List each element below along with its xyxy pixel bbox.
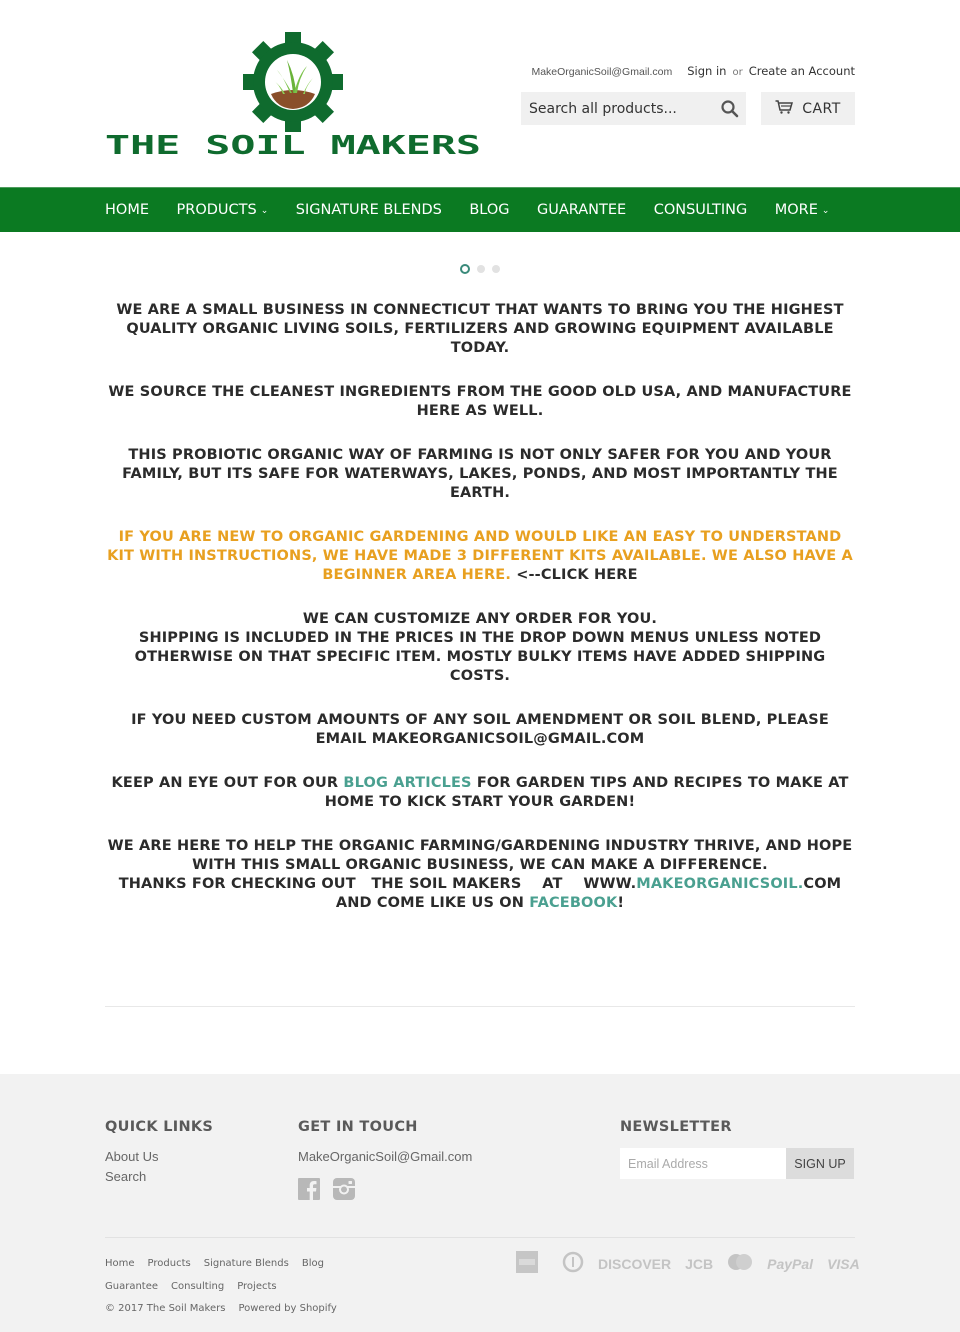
cart-label: CART [802,100,841,117]
nav-item-products[interactable]: PRODUCTS ⌄ [176,202,269,218]
jcb-icon: JCB [685,1256,714,1272]
chevron-down-icon: ⌄ [260,205,269,216]
footer-divider [105,1237,855,1238]
cart-icon [775,100,793,118]
shipping-paragraph: SHIPPING IS INCLUDED IN THE PRICES IN THE DROP DOWN MENUS UNLESS NOTED OTHERWISE ON THAT SPECIFIC ITEM. MOSTLY BULKY ITEMS HAVE ADDED SHIPPING COSTS. [134,630,826,684]
blog-articles-link[interactable]: BLOG ARTICLES [343,775,472,791]
content-divider [105,1006,855,1007]
click-here-text: <--CLICK HERE [516,567,638,583]
sign-in-link[interactable]: Sign in [687,64,727,78]
slide-dot-2[interactable] [477,265,485,273]
slideshow-pagination [0,264,960,274]
facebook-icon[interactable] [298,1178,320,1200]
footer-nav-consulting[interactable]: Consulting [171,1280,225,1292]
intro-paragraph-3: THIS PROBIOTIC ORGANIC WAY OF FARMING IS NOT ONLY SAFER FOR YOU AND YOUR FAMILY, BUT ITS SAFE FOR WATERWAYS, LAKES, PONDS, AND MOST IMPORTANTLY THE EARTH. [122,447,838,501]
footer-bottom-links [105,1253,365,1321]
footer-nav-blog[interactable]: Blog [301,1258,324,1269]
slide-dot-3[interactable] [492,265,500,273]
website-link[interactable]: MAKEORGANICSOIL. [636,876,804,892]
beginner-area-link[interactable]: IF YOU ARE NEW TO ORGANIC GARDENING AND WOULD LIKE AN EASY TO UNDERSTAND KIT WITH INSTRUCTIONS, WE HAVE MADE 3 DIFFERENT KITS AVAILABLE. WE ALSO HAVE A BEGINNER AREA HERE. [107,529,853,583]
discover-icon: DISCOVER [598,1256,672,1272]
create-account-link[interactable]: Create an Account [748,64,855,78]
nav-item-blog[interactable]: BLOG [469,202,510,218]
cart-button[interactable] [761,92,855,125]
customize-text: WE CAN CUSTOMIZE ANY ORDER FOR YOU. [302,611,658,627]
nav-item-guarantee[interactable]: GUARANTEE [537,202,627,218]
payment-icons [516,1251,860,1277]
search-form [521,92,746,125]
diners-club-icon [562,1251,584,1277]
beginner-kits-paragraph [105,528,855,585]
slide-dot-1[interactable] [460,264,470,274]
site-logo[interactable] [105,32,481,157]
intro-paragraph-1: WE ARE A SMALL BUSINESS IN CONNECTICUT THAT WANTS TO BRING YOU THE HIGHEST QUALITY ORGANIC LIVING SOILS, FERTILIZERS AND GROWING EQUIPMENT AVAILABLE TODAY. [116,302,844,356]
mastercard-icon [727,1253,753,1275]
search-icon[interactable] [720,99,740,119]
thanks-paragraph: THANKS FOR CHECKING OUT THE SOIL MAKERS AT WWW.MAKEORGANICSOIL.COM AND COME LIKE US ON FACEBOOK! [118,876,842,911]
home-intro [105,274,855,913]
nav-item-more[interactable]: MORE ⌄ [774,202,830,218]
gear-plant-logo-icon [105,32,481,157]
footer-newsletter [620,1119,854,1179]
chevron-down-icon: ⌄ [821,205,830,216]
search-input[interactable] [521,92,746,125]
header-controls [521,92,855,125]
footer-get-in-touch [298,1119,472,1200]
copyright: © 2017 The Soil Makers [105,1303,226,1314]
social-links [298,1178,472,1200]
sign-up-button[interactable]: SIGN UP [786,1148,854,1179]
footer-nav-products[interactable]: Products [147,1258,191,1269]
svg-text:THE SOIL MAKERS: THE SOIL MAKERS [105,131,481,157]
mission-paragraph: WE ARE HERE TO HELP THE ORGANIC FARMING/GARDENING INDUSTRY THRIVE, AND HOPE WITH THIS SMALL ORGANIC BUSINESS, WE CAN MAKE A DIFFERENCE. [107,838,853,873]
footer-link-search[interactable]: Search [105,1169,147,1184]
custom-amounts-paragraph: IF YOU NEED CUSTOM AMOUNTS OF ANY SOIL AMENDMENT OR SOIL BLEND, PLEASE EMAIL MAKEORGANICSOIL@GMAIL.COM [131,712,829,747]
footer-email-link[interactable]: MakeOrganicSoil@Gmail.com [298,1149,473,1164]
footer-link-about-us[interactable]: About Us [105,1149,159,1164]
get-in-touch-heading: GET IN TOUCH [298,1119,418,1135]
nav-item-signature-blends[interactable]: SIGNATURE BLENDS [295,202,442,218]
main-navigation [0,187,960,232]
footer-nav-projects[interactable]: Projects [237,1280,277,1292]
footer-quick-links [105,1119,213,1184]
nav-item-home[interactable]: HOME [105,202,149,218]
newsletter-email-input[interactable] [620,1148,786,1179]
instagram-icon[interactable] [333,1178,355,1200]
header-email-link[interactable]: MakeOrganicSoil@Gmail.com [531,66,673,78]
blog-paragraph: KEEP AN EYE OUT FOR OUR BLOG ARTICLES FOR GARDEN TIPS AND RECIPES TO MAKE AT HOME TO KICK START YOUR GARDEN! [111,775,849,810]
intro-paragraph-2: WE SOURCE THE CLEANEST INGREDIENTS FROM THE GOOD OLD USA, AND MANUFACTURE HERE AS WELL. [108,384,852,419]
powered-by-shopify-link[interactable]: Powered by Shopify [238,1303,337,1314]
american-express-icon [516,1251,538,1277]
newsletter-heading: NEWSLETTER [620,1119,732,1135]
customer-links [521,64,855,78]
footer-nav-home[interactable]: Home [105,1258,135,1269]
newsletter-form [620,1148,854,1179]
header-utility [521,64,855,125]
quick-links-heading: QUICK LINKS [105,1119,214,1135]
footer-nav-guarantee[interactable]: Guarantee [105,1280,159,1292]
nav-item-consulting[interactable]: CONSULTING [653,202,748,218]
paypal-icon: PayPal [767,1256,814,1272]
or-separator: or [732,67,743,78]
site-header [0,0,960,187]
facebook-link[interactable]: FACEBOOK [529,895,618,911]
site-footer [0,1074,960,1332]
footer-nav-signature-blends[interactable]: Signature Blends [203,1258,289,1269]
visa-icon: VISA [827,1256,860,1272]
